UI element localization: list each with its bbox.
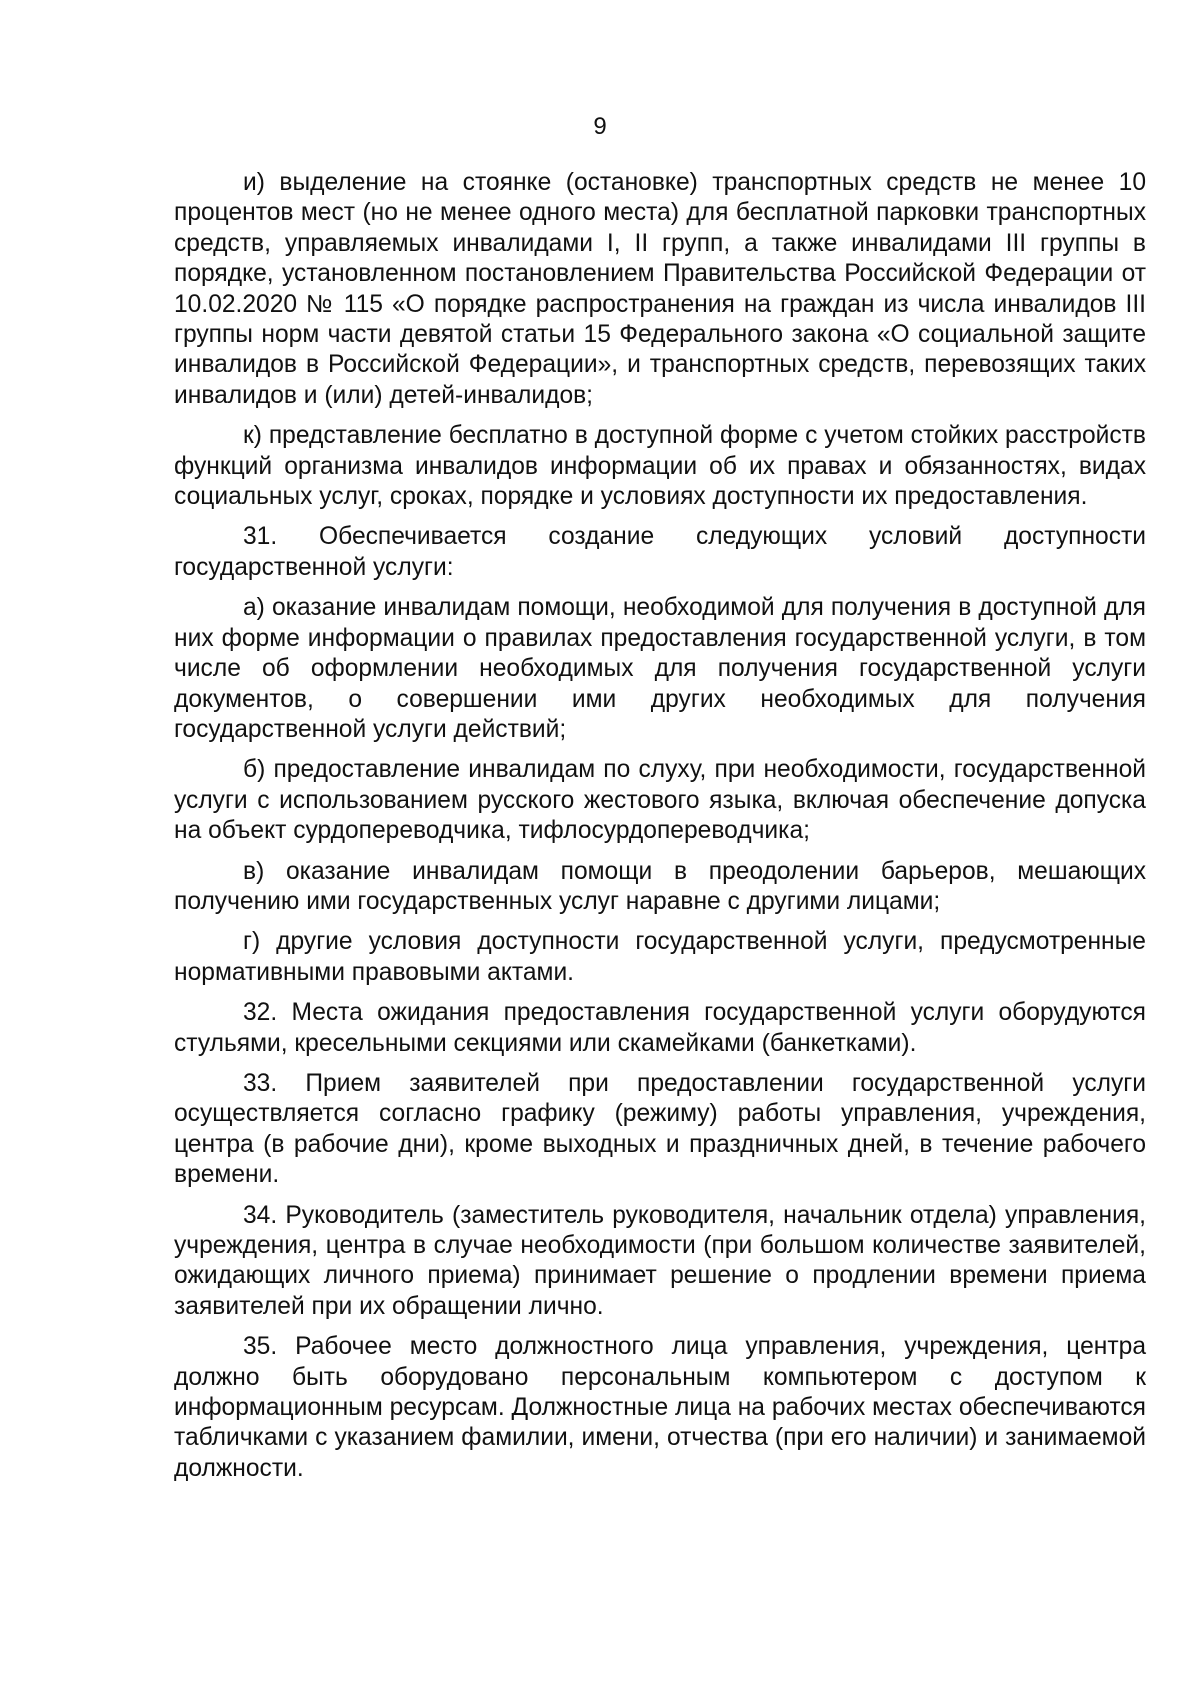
document-body [174,168,1146,1494]
paragraph-31-conditions: 31. Обеспечивается создание следующих условий доступности государственной услуги: [174,523,1146,581]
paragraph-35-workplace: 35. Рабочее место должностного лица управления, учреждения, центра должно быть оборудовано персональным компьютером с доступом к информационным ресурсам. Должностные лица на рабочих местах обеспечиваются табличками с указанием фамилии, имени, отчества (при его наличии) и занимаемой должности. [174,1333,1146,1482]
paragraph-a-assistance: а) оказание инвалидам помощи, необходимой для получения в доступной для них форме информации о правилах предоставления государственной услуги, в том числе об оформлении необходимых для получения государственной услуги документов, о совершении ими других необходимых для получения государственной услуги действий; [174,594,1146,743]
paragraph-v-barriers: в) оказание инвалидам помощи в преодолении барьеров, мешающих получению ими государственных услуг наравне с другими лицами; [174,857,1146,915]
paragraph-g-other-conditions: г) другие условия доступности государственной услуги, предусмотренные нормативными правовыми актами. [174,928,1146,986]
paragraph-32-waiting-places: 32. Места ожидания предоставления государственной услуги оборудуются стульями, кресельными секциями или скамейками (банкетками). [174,999,1146,1057]
paragraph-i-parking: и) выделение на стоянке (остановке) транспортных средств не менее 10 процентов мест (но не менее одного места) для бесплатной парковки транспортных средств, управляемых инвалидами I, II групп, а также инвалидами III группы в порядке, установленном постановлением Правительства Российской Федерации от 10.02.2020 № 115 «О порядке распространения на граждан из числа инвалидов III группы норм части девятой статьи 15 Федерального закона «О социальной защите инвалидов в Российской Федерации», и транспортных средств, перевозящих таких инвалидов и (или) детей-инвалидов; [174,169,1146,409]
paragraph-b-sign-language: б) предоставление инвалидам по слуху, при необходимости, государственной услуги с использованием русского жестового языка, включая обеспечение допуска на объект сурдопереводчика, тифлосурдопереводчика; [174,756,1146,845]
page-number: 9 [593,113,607,140]
paragraph-k-information: к) представление бесплатно в доступной форме с учетом стойких расстройств функций организма инвалидов информации об их правах и обязанностях, видах социальных услуг, сроках, порядке и условиях доступности их предоставления. [174,422,1146,511]
paragraph-33-reception-schedule: 33. Прием заявителей при предоставлении государственной услуги осуществляется согласно графику (режиму) работы управления, учреждения, центра (в рабочие дни), кроме выходных и праздничных дней, в течение рабочего времени. [174,1069,1146,1189]
paragraph-34-extension: 34. Руководитель (заместитель руководителя, начальник отдела) управления, учреждения, центра в случае необходимости (при большом количестве заявителей, ожидающих личного приема) принимает решение о продлении времени приема заявителей при их обращении лично. [174,1201,1146,1320]
